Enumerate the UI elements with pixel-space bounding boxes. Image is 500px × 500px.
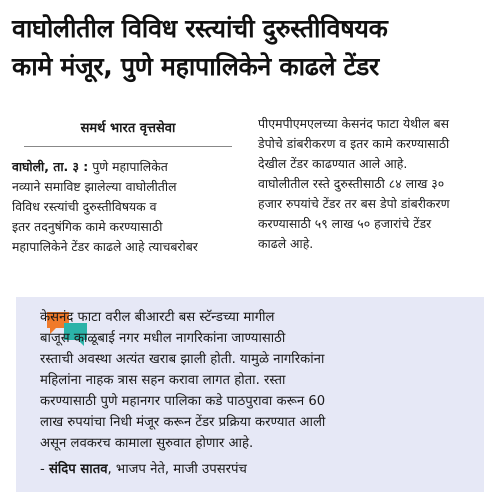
dateline: वाघोली, ता. ३ : (12, 159, 89, 174)
article-column-right (258, 114, 490, 254)
byline: समर्थ भारत वृत्तसेवा (80, 121, 176, 136)
author-dash: - (40, 462, 49, 477)
headline-line-2: कामे मंजूर, पुणे महापालिकेने काढले टेंडर (12, 52, 379, 81)
byline-divider (24, 146, 232, 147)
article-left-body: पुणे महापालिकेत नव्याने समाविष्ट झालेल्या वाघोलीतील विविध रस्त्यांची दुरुस्तीविषयक व इतर तदनुषंगिक कामे करण्यासाठी महापालिकेने टेंडर काढले आहे त्याचबरोबर (12, 159, 198, 254)
article-column-left (12, 114, 244, 257)
headline-line-1: वाघोलीतील विविध रस्त्यांची दुरुस्तीविषयक (12, 14, 388, 43)
author-title: , भाजप नेते, माजी उपसरपंच (107, 462, 247, 477)
article-text-left (12, 157, 244, 257)
quote-text: केसनंद फाटा वरील बीआरटी बस स्टॅन्डच्या मागील बाजूस काळूबाई नगर मधील नागरिकांना जाण्यासाठी रस्ताची अवस्था अत्यंत खराब झाली होती. यामुळे नागरिकांना महिलांना नाहक त्रास सहन करावा लागत होता. रस्ता करण्यासाठी पुणे महानगर पालिका कडे पाठपुरावा करून 60 लाख रुपयांचा निधी मंजूर करून टेंडर प्रक्रिया करण्यात आली असून लवकरच कामाला सुरुवात होणार आहे. (40, 310, 326, 451)
article-text-right: पीएमपीएमएलच्या केसनंद फाटा येथील बस डेपोचे डांबरीकरण व इतर कामे करण्यासाठी देखील टेंडर काढण्यात आले आहे. वाघोलीतील रस्ते दुरुस्तीसाठी ८४ लाख ३० हजार रुपयांचे टेंडर तर बस डेपो डांबरीकरण करण्यासाठी ५९ लाख ५० हजारांचे टेंडर काढले आहे. (258, 116, 450, 251)
headline (12, 10, 488, 86)
author-name: संदिप सातव (48, 462, 108, 477)
quote-author (40, 459, 247, 477)
quote-box (16, 297, 484, 492)
